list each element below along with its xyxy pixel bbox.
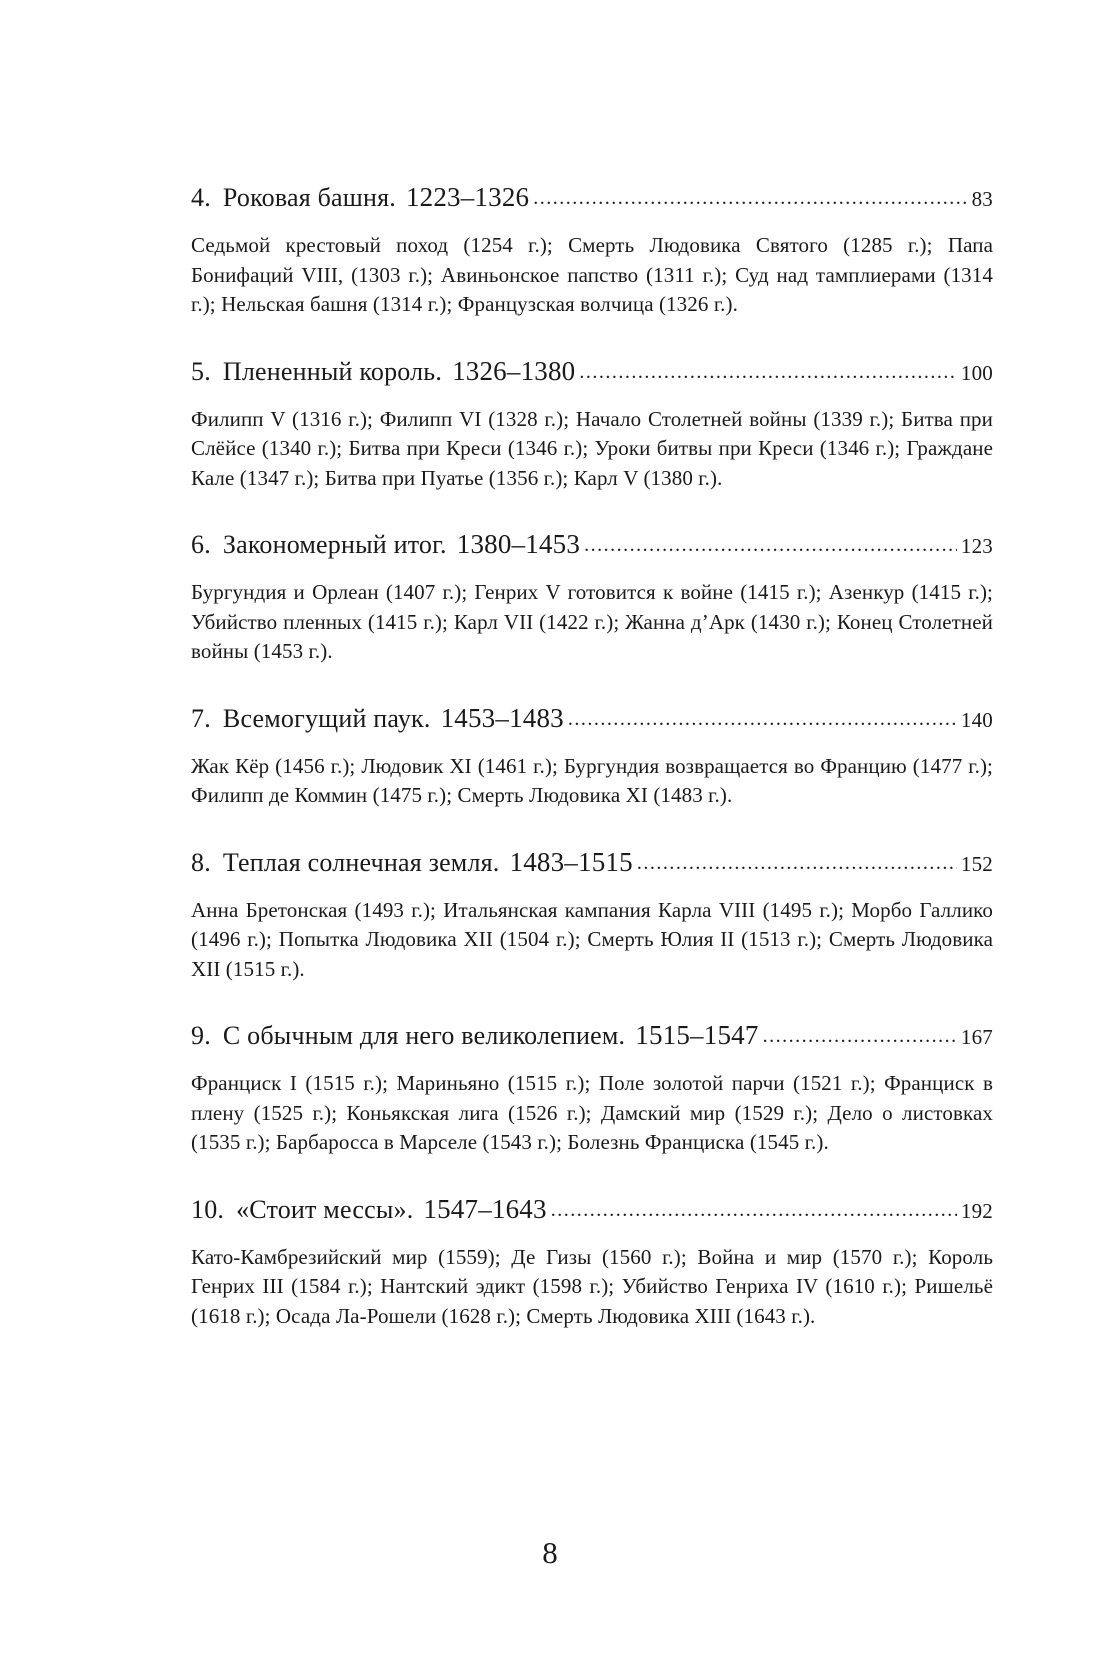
chapter-years: 1483–1515 [509,846,633,877]
chapter-heading [191,180,993,217]
chapter-years: 1326–1380 [452,355,576,386]
chapter-years: 1453–1483 [440,702,564,733]
chapter-summary: Франциск I (1515 г.); Мариньяно (1515 г.); Поле золотой парчи (1521 г.); Франциск в плену (1525 г.); Коньякская лига (1526 г.); Дамский мир (1529 г.); Дело о листовках (1535 г.); Барбаросса в Марселе (1543 г.); Болезнь Франциска (1545 г.). [191,1071,993,1154]
chapter-number: 5. [191,356,211,386]
chapter-number: 6. [191,530,211,559]
dot-leader [579,355,957,389]
toc-entry-4 [191,180,993,320]
chapter-number: 10. [191,1194,225,1224]
chapter-page-number: 123 [960,534,993,558]
dot-leader [533,181,967,215]
chapter-title: С обычным для него великолепием. [222,1021,626,1050]
toc-entry-10 [191,1192,993,1332]
dot-leader [584,528,957,562]
chapter-title: Теплая солнечная земля. [222,847,500,877]
toc-entry-6 [191,527,993,667]
chapter-title: Всемогущий паук. [222,703,431,733]
toc-entry-8 [191,845,993,985]
table-of-contents [191,180,993,1365]
chapter-heading [191,845,993,882]
chapter-summary: Седьмой крестовый поход (1254 г.); Смерть Людовика Святого (1285 г.); Папа Бонифаций VIII, (1303 г.); Авиньонское папство (1311 г.); Суд над тамплиерами (1314 г.); Нельская башня (1314 г.); Французская волчица (1326 г.). [191,233,993,316]
chapter-title: Плененный король. [222,356,443,386]
chapter-summary: Филипп V (1316 г.); Филипп VI (1328 г.); Начало Столетней войны (1339 г.); Битва при Слёйсе (1340 г.); Битва при Креси (1346 г.); Уроки битвы при Креси (1346 г.); Граждане Кале (1347 г.); Битва при Пуатье (1356 г.); Карл V (1380 г.). [191,406,993,490]
chapter-title: Закономерный итог. [222,530,447,559]
dot-leader [551,1193,957,1227]
dot-leader [763,1019,957,1053]
chapter-title: Роковая башня. [222,183,396,212]
toc-entry-9 [191,1018,993,1158]
chapter-page-number: 192 [960,1198,993,1223]
chapter-page-number: 83 [971,187,993,211]
chapter-summary: Бургундия и Орлеан (1407 г.); Генрих V готовится к войне (1415 г.); Азенкур (1415 г.); Убийство пленных (1415 г.); Карл VII (1422 г.); Жанна д’Арк (1430 г.); Конец Столетней войны (1453 г.). [191,580,993,663]
chapter-page-number: 140 [960,707,993,732]
page-number: 8 [542,1535,558,1570]
toc-entry-5 [191,354,993,494]
chapter-heading [191,1018,993,1055]
chapter-page-number: 152 [960,851,993,876]
chapter-number: 7. [191,703,211,733]
chapter-years: 1380–1453 [456,529,581,559]
chapter-summary: Жак Кёр (1456 г.); Людовик XI (1461 г.); Бургундия возвращается во Францию (1477 г.); Филипп де Коммин (1475 г.); Смерть Людовика XI (1483 г.). [191,753,993,807]
chapter-heading [191,354,993,391]
chapter-page-number: 100 [960,360,993,385]
chapter-page-number: 167 [960,1025,993,1049]
chapter-number: 8. [191,847,211,877]
chapter-heading [191,527,993,564]
chapter-title: «Стоит мессы». [236,1194,414,1224]
toc-entry-7 [191,701,993,811]
chapter-summary: Като-Камбрезийский мир (1559); Де Гизы (1560 г.); Война и мир (1570 г.); Король Генрих III (1584 г.); Нантский эдикт (1598 г.); Убийство Генриха IV (1610 г.); Ришельё (1618 г.); Осада Ла-Рошели (1628 г.); Смерть Людовика XIII (1643 г.). [191,1244,993,1328]
chapter-years: 1515–1547 [635,1020,759,1050]
chapter-summary: Анна Бретонская (1493 г.); Итальянская кампания Карла VIII (1495 г.); Морбо Галлико (1496 г.); Попытка Людовика XII (1504 г.); Смерть Юлия II (1513 г.); Смерть Людовика XII (1515 г.). [191,897,993,981]
chapter-heading [191,1192,993,1229]
dot-leader [637,846,957,880]
chapter-number: 9. [191,1021,211,1050]
chapter-number: 4. [191,183,211,212]
chapter-heading [191,701,993,738]
chapter-years: 1547–1643 [423,1193,547,1224]
dot-leader [568,702,957,736]
chapter-years: 1223–1326 [405,182,530,212]
